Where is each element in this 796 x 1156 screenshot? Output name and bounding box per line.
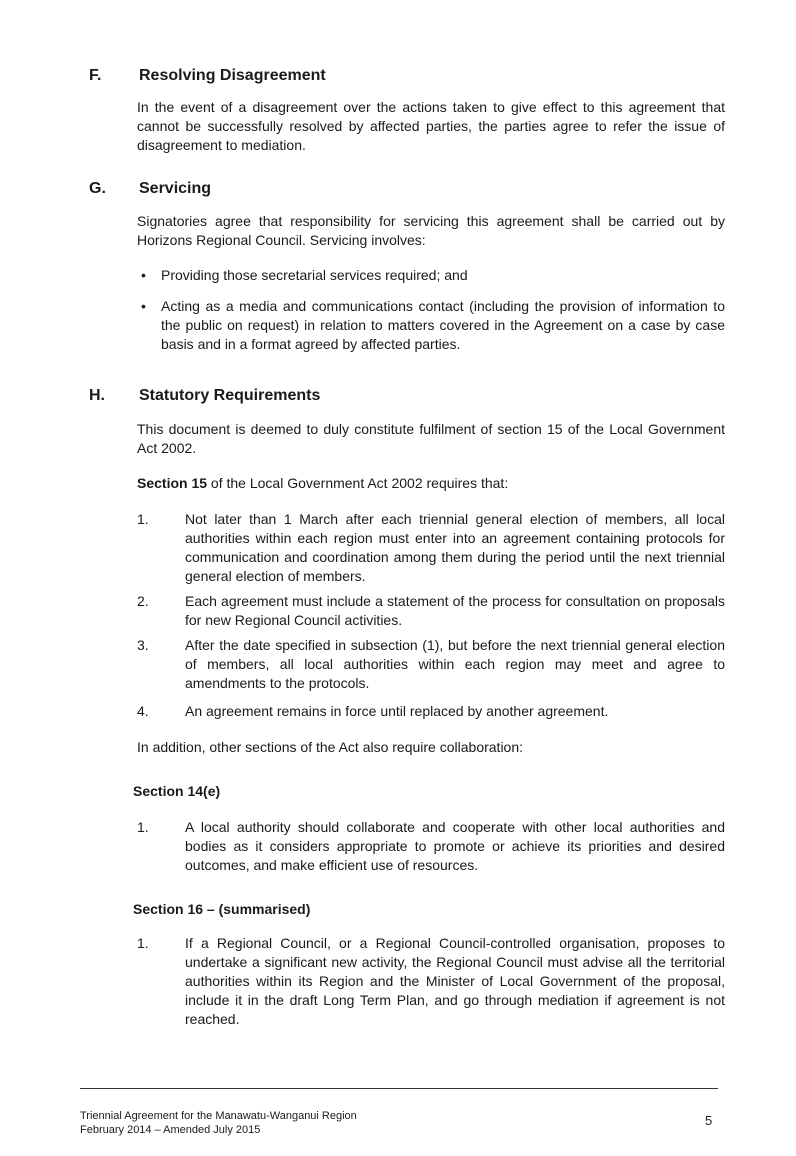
- section-h-heading: [0, 387, 796, 409]
- list-item: [137, 818, 725, 875]
- item-number: 1.: [137, 935, 149, 951]
- bullet-text: Acting as a media and communications contact (including the provision of information to the public on request) in relation to matters covered in the Agreement on a case by case basis and in a format agreed by affected parties.: [161, 298, 725, 352]
- item-text: Each agreement must include a statement of the process for consultation on proposals for new Regional Council activities.: [185, 593, 725, 628]
- section-16-heading: Section 16 – (summarised): [133, 901, 311, 917]
- list-item: [137, 297, 725, 354]
- section-14e-heading: Section 14(e): [133, 783, 221, 799]
- section-h-title: Statutory Requirements: [139, 387, 321, 404]
- page-number: 5: [705, 1113, 713, 1128]
- item-number: 4.: [137, 703, 149, 719]
- item-text: If a Regional Council, or a Regional Council-controlled organisation, proposes to undertake a significant new activity, the Regional Council must advise all the territorial authorities within its Region and the Minister of Local Government of the proposal, include it in the draft Long Term Plan, and go through mediation if agreement is not reached.: [185, 935, 725, 1027]
- section-g-title: Servicing: [139, 180, 212, 197]
- section-g-heading: [0, 180, 796, 202]
- bullet-icon: •: [141, 267, 146, 283]
- item-number: 1.: [137, 511, 149, 527]
- section-15-intro: [137, 474, 725, 493]
- section-f-body: In the event of a disagreement over the actions taken to give effect to this agreement that cannot be successfully resolved by affected parties, the parties agree to refer the issue of disagreement to mediation.: [137, 99, 725, 153]
- section-f-title: Resolving Disagreement: [139, 67, 326, 84]
- item-number: 2.: [137, 593, 149, 609]
- section-f-heading: [0, 67, 796, 89]
- list-item: [137, 266, 725, 285]
- list-item: [137, 702, 725, 721]
- list-item: [137, 592, 725, 630]
- list-item: [137, 636, 725, 693]
- section-f-letter: F.: [89, 67, 102, 84]
- item-text: After the date specified in subsection (1), but before the next triennial general election of members, all local authorities within each region may meet and agree to amendments to the protocols.: [185, 637, 725, 691]
- addition-text: In addition, other sections of the Act also require collaboration:: [137, 739, 524, 755]
- bullet-text: Providing those secretarial services required; and: [161, 267, 468, 283]
- section-15-intro-text: of the Local Government Act 2002 requires that:: [207, 475, 509, 491]
- section-h-letter: H.: [89, 387, 105, 404]
- item-number: 3.: [137, 637, 149, 653]
- item-text: An agreement remains in force until replaced by another agreement.: [185, 703, 609, 719]
- list-item: [137, 934, 725, 1029]
- footer-divider: [80, 1088, 718, 1089]
- item-number: 1.: [137, 819, 149, 835]
- footer-document-title: Triennial Agreement for the Manawatu-Wanganui Region: [80, 1110, 357, 1122]
- bullet-icon: •: [141, 298, 146, 314]
- section-g-body: Signatories agree that responsibility for servicing this agreement shall be carried out by Horizons Regional Council. Servicing involves:: [137, 213, 725, 248]
- section-g-letter: G.: [89, 180, 106, 197]
- item-text: Not later than 1 March after each triennial general election of members, all local authorities within each region must enter into an agreement containing protocols for communication and coordination among them during the period until the next triennial general election of members.: [185, 511, 725, 584]
- section-15-label: Section 15: [137, 475, 208, 491]
- section-h-body: This document is deemed to duly constitute fulfilment of section 15 of the Local Government Act 2002.: [137, 421, 725, 456]
- footer-document-date: February 2014 – Amended July 2015: [80, 1124, 261, 1136]
- list-item: [137, 510, 725, 586]
- item-text: A local authority should collaborate and cooperate with other local authorities and bodies as it considers appropriate to promote or achieve its priorities and desired outcomes, and make efficient use of resources.: [185, 819, 725, 873]
